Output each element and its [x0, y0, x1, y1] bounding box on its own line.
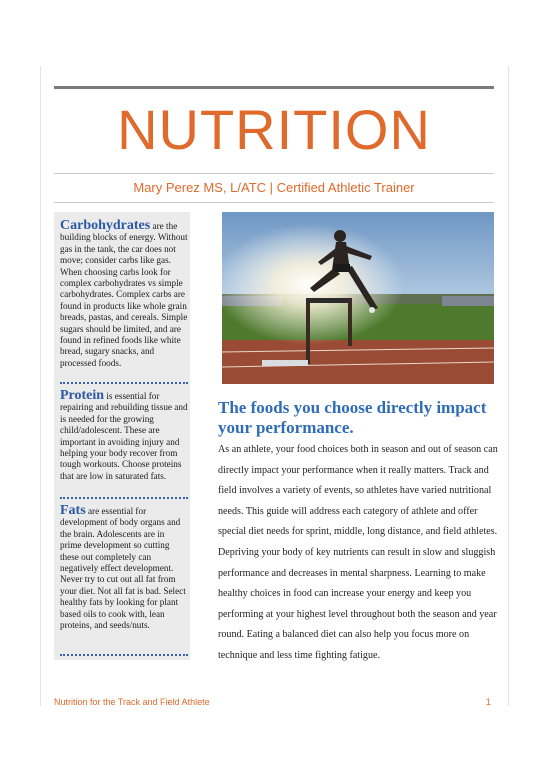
- subtitle-rule-top: [54, 173, 494, 174]
- left-page-edge: [40, 66, 41, 706]
- section-divider: [60, 654, 188, 656]
- nutrient-sidebar: [54, 212, 190, 660]
- subtitle-rule-bottom: [54, 202, 494, 203]
- section-divider: [60, 497, 188, 499]
- page-title: NUTRITION: [117, 98, 431, 161]
- protein-heading: Protein: [60, 388, 105, 403]
- footer-title: Nutrition for the Track and Field Athlete: [54, 697, 210, 707]
- protein-section: [60, 390, 188, 482]
- hurdler-photo: [222, 212, 494, 384]
- top-rule: [54, 86, 494, 89]
- carbohydrates-section: [60, 220, 188, 369]
- fats-section: [60, 505, 188, 631]
- fats-heading: Fats: [60, 503, 86, 518]
- main-heading: The foods you choose directly impact your performance.: [218, 398, 487, 437]
- carbohydrates-heading: Carbohydrates: [60, 218, 151, 233]
- main-body-text: As an athlete, your food choices both in season and out of season can directly impact your performance when it really matters. Track and field involves a variety of events, so athletes have varied nutritional needs. This guide will address each category of athlete and offer special diet needs for sprint, middle, long distance, and field athletes. Depriving your body of key nutrients can result in slow and sluggish performance and decreases in mental sharpness. Learning to make healthy choices in food can increase your energy and keep you performing at your highest level throughout both the season and year round. Eating a balanced diet can also help you focus more on technique and less time fighting fatigue.: [218, 444, 498, 661]
- page-number: 1: [486, 697, 492, 707]
- carbohydrates-text: are the building blocks of energy. Without gas in the tank, the car does not move; consider carbs like gas. When choosing carbs look for complex carbohydrates vs simple carbohydrates. Complex carbs are found in products like whole grain breads, pastas, and cereals. Simple sugars should be limited, and are found in refined foods like white bread, sugary snacks, and processed foods.: [60, 221, 188, 368]
- fats-text: are essential for development of body organs and the brain. Adolescents are in prime development so cutting these out completely can negatively effect development. Never try to cut out all fat from your diet. Not all fat is bad. Select healthy fats by looking for plant based oils to cook with, lean proteins, and seeds/nuts.: [60, 506, 186, 631]
- protein-text: is essential for repairing and rebuilding tissue and is needed for the growing child/adolescent. These are important in avoiding injury and helping your body recover from tough workouts. Choose proteins that are low in saturated fats.: [60, 391, 188, 481]
- right-page-edge: [508, 66, 509, 706]
- section-divider: [60, 382, 188, 384]
- hurdler-photo-illustration: [222, 212, 494, 384]
- author-line: Mary Perez MS, L/ATC | Certified Athletic Trainer: [133, 180, 415, 195]
